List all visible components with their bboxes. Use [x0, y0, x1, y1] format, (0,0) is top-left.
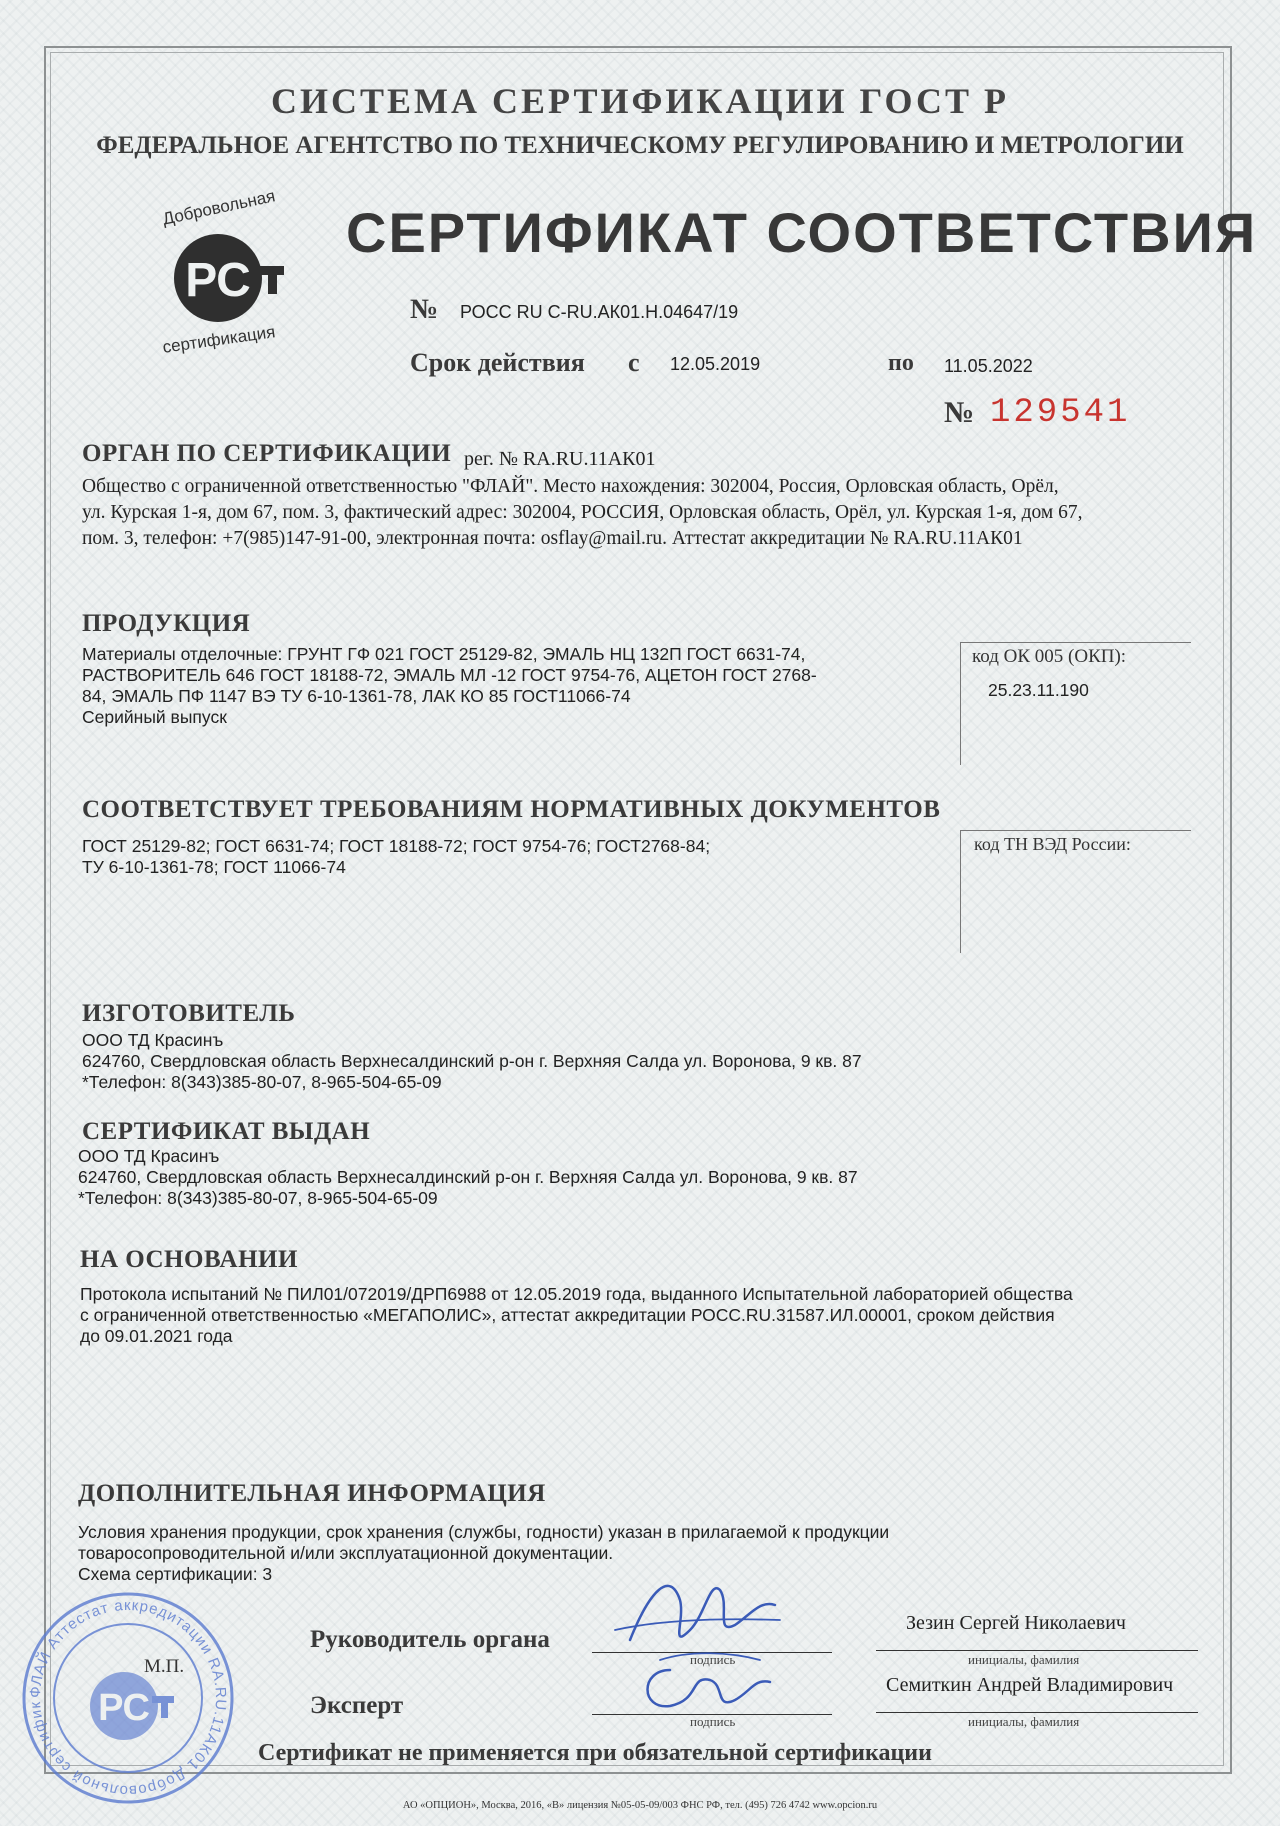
extra-title: ДОПОЛНИТЕЛЬНАЯ ИНФОРМАЦИЯ: [78, 1480, 546, 1507]
head-name: Зезин Сергей Николаевич: [906, 1612, 1126, 1634]
manufacturer-title: ИЗГОТОВИТЕЛЬ: [82, 1000, 296, 1027]
issued-line: ООО ТД Красинъ: [78, 1146, 220, 1166]
expert-name: Семиткин Андрей Владимирович: [886, 1674, 1174, 1696]
okp-code-label: код ОК 005 (ОКП):: [972, 646, 1127, 667]
norms-details: [82, 836, 942, 878]
product-title: ПРОДУКЦИЯ: [82, 610, 251, 637]
validity-from-label: с: [628, 348, 640, 377]
rs-logo: [138, 186, 298, 357]
issued-line: 624760, Свердловская область Верхнесалдинский р-он г. Верхняя Салда ул. Воронова, 9 кв. 87: [78, 1167, 858, 1187]
seal-stamp: [18, 1588, 238, 1808]
manufacturer-line: ООО ТД Красинъ: [82, 1030, 224, 1050]
expert-signature-scribble: [630, 1640, 790, 1730]
issued-line: *Телефон: 8(343)385-80-07, 8-965-504-65-09: [78, 1188, 438, 1208]
basis-details: [80, 1284, 1230, 1347]
expert-label: Эксперт: [310, 1692, 404, 1719]
logo-top-text: Добровольная: [160, 186, 277, 229]
serial-label: №: [944, 396, 975, 429]
agency-title: ФЕДЕРАЛЬНОЕ АГЕНТСТВО ПО ТЕХНИЧЕСКОМУ РЕГУЛИРОВАНИЮ И МЕТРОЛОГИИ: [96, 132, 1184, 159]
organ-line: Общество с ограниченной ответственностью "ФЛАЙ". Место нахождения: 302004, Россия, Орловская область, Орёл,: [82, 476, 1059, 497]
certificate-number: РОСС RU С-RU.АК01.Н.04647/19: [460, 302, 739, 322]
issued-title: СЕРТИФИКАТ ВЫДАН: [82, 1118, 371, 1145]
seal-stamp-graphic: [18, 1588, 238, 1808]
organ-reg: рег. № RA.RU.11АК01: [464, 448, 656, 470]
footer-note: Сертификат не применяется при обязательной сертификации: [258, 1740, 932, 1766]
expert-name-caption: инициалы, фамилия: [968, 1714, 1080, 1729]
organ-line: пом. 3, телефон: +7(985)147-91-00, электронная почта: osflay@mail.ru. Аттестат аккредитации № RA.RU.11АК01: [82, 528, 1023, 549]
expert-signature: [630, 1640, 790, 1730]
product-details: [82, 644, 962, 728]
manufacturer-line: 624760, Свердловская область Верхнесалдинский р-он г. Верхняя Салда ул. Воронова, 9 кв. 87: [82, 1051, 862, 1071]
system-title: СИСТЕМА СЕРТИФИКАЦИИ ГОСТ Р: [271, 81, 1009, 121]
validity-label: Срок действия: [410, 348, 585, 377]
manufacturer-line: *Телефон: 8(343)385-80-07, 8-965-504-65-09: [82, 1072, 442, 1092]
extra-line: Условия хранения продукции, срок хранения (службы, годности) указан в прилагаемой к продукции: [78, 1522, 890, 1542]
norms-line: ГОСТ 25129-82; ГОСТ 6631-74; ГОСТ 18188-72; ГОСТ 9754-76; ГОСТ2768-84;: [82, 836, 711, 856]
extra-line: Схема сертификации: 3: [78, 1564, 273, 1584]
stamp-place-label: М.П.: [144, 1656, 185, 1677]
svg-text:ФЛАЙ Аттестат аккредитации RA.: ФЛАЙ Аттестат аккредитации RA.RU.11АК01 Добровольной сертифик: [26, 1596, 230, 1800]
validity-to-date: 11.05.2022: [944, 356, 1033, 376]
validity-to-label: по: [888, 350, 914, 376]
svg-text:РС: РС: [98, 1687, 150, 1729]
logo-bottom-text: сертификация: [161, 322, 277, 357]
manufacturer-details: [82, 1030, 1182, 1093]
number-label: №: [410, 294, 439, 325]
okp-code-value: 25.23.11.190: [988, 680, 1089, 700]
certificate-title: СЕРТИФИКАТ СООТВЕТСТВИЯ: [346, 201, 1258, 264]
basis-line: Протокола испытаний № ПИЛ01/072019/ДРП6988 от 12.05.2019 года, выданного Испытательной лабораторией общества: [80, 1284, 1073, 1304]
basis-title: НА ОСНОВАНИИ: [80, 1246, 298, 1273]
validity-from-date: 12.05.2019: [670, 354, 761, 374]
product-line: 84, ЭМАЛЬ ПФ 1147 ВЭ ТУ 6-10-1361-78, ЛАК КО 85 ГОСТ11066-74: [82, 686, 631, 706]
product-line: Материалы отделочные: ГРУНТ ГФ 021 ГОСТ 25129-82, ЭМАЛЬ НЦ 132П ГОСТ 6631-74,: [82, 644, 806, 664]
tnved-code-label: код ТН ВЭД России:: [974, 834, 1131, 854]
organ-details: [82, 474, 1232, 552]
serial-number: 129541: [990, 394, 1131, 432]
expert-name-line: [876, 1712, 1198, 1713]
head-name-line: [876, 1650, 1198, 1651]
basis-line: до 09.01.2021 года: [80, 1326, 233, 1346]
basis-line: с ограниченной ответственностью «МЕГАПОЛИС», аттестат аккредитации РОСС.RU.31587.ИЛ.00001, сроком действия: [80, 1305, 1055, 1325]
head-name-caption: инициалы, фамилия: [968, 1652, 1080, 1667]
svg-text:РС: РС: [185, 254, 251, 307]
organ-line: ул. Курская 1-я, дом 67, пом. 3, фактический адрес: 302004, РОССИЯ, Орловская область, Орёл, ул. Курская 1-я, дом 67,: [82, 502, 1083, 523]
print-info: АО «ОПЦИОН», Москва, 2016, «В» лицензия №05-05-09/003 ФНС РФ, тел. (495) 726 4742 www.opcion.ru: [402, 1800, 878, 1811]
head-label: Руководитель органа: [310, 1626, 550, 1653]
expert-signature-caption: подпись: [690, 1714, 736, 1729]
norms-line: ТУ 6-10-1361-78; ГОСТ 11066-74: [82, 857, 346, 877]
extra-line: товаросопроводительной и/или эксплуатационной документации.: [78, 1543, 614, 1563]
head-signature-caption: подпись: [690, 1652, 736, 1667]
issued-details: [78, 1146, 1178, 1209]
product-line: РАСТВОРИТЕЛЬ 646 ГОСТ 18188-72, ЭМАЛЬ МЛ -12 ГОСТ 9754-76, АЦЕТОН ГОСТ 2768-: [82, 665, 817, 685]
product-line: Серийный выпуск: [82, 707, 227, 727]
organ-title: ОРГАН ПО СЕРТИФИКАЦИИ: [82, 440, 452, 467]
norms-title: СООТВЕТСТВУЕТ ТРЕБОВАНИЯМ НОРМАТИВНЫХ ДОКУМЕНТОВ: [82, 796, 941, 823]
